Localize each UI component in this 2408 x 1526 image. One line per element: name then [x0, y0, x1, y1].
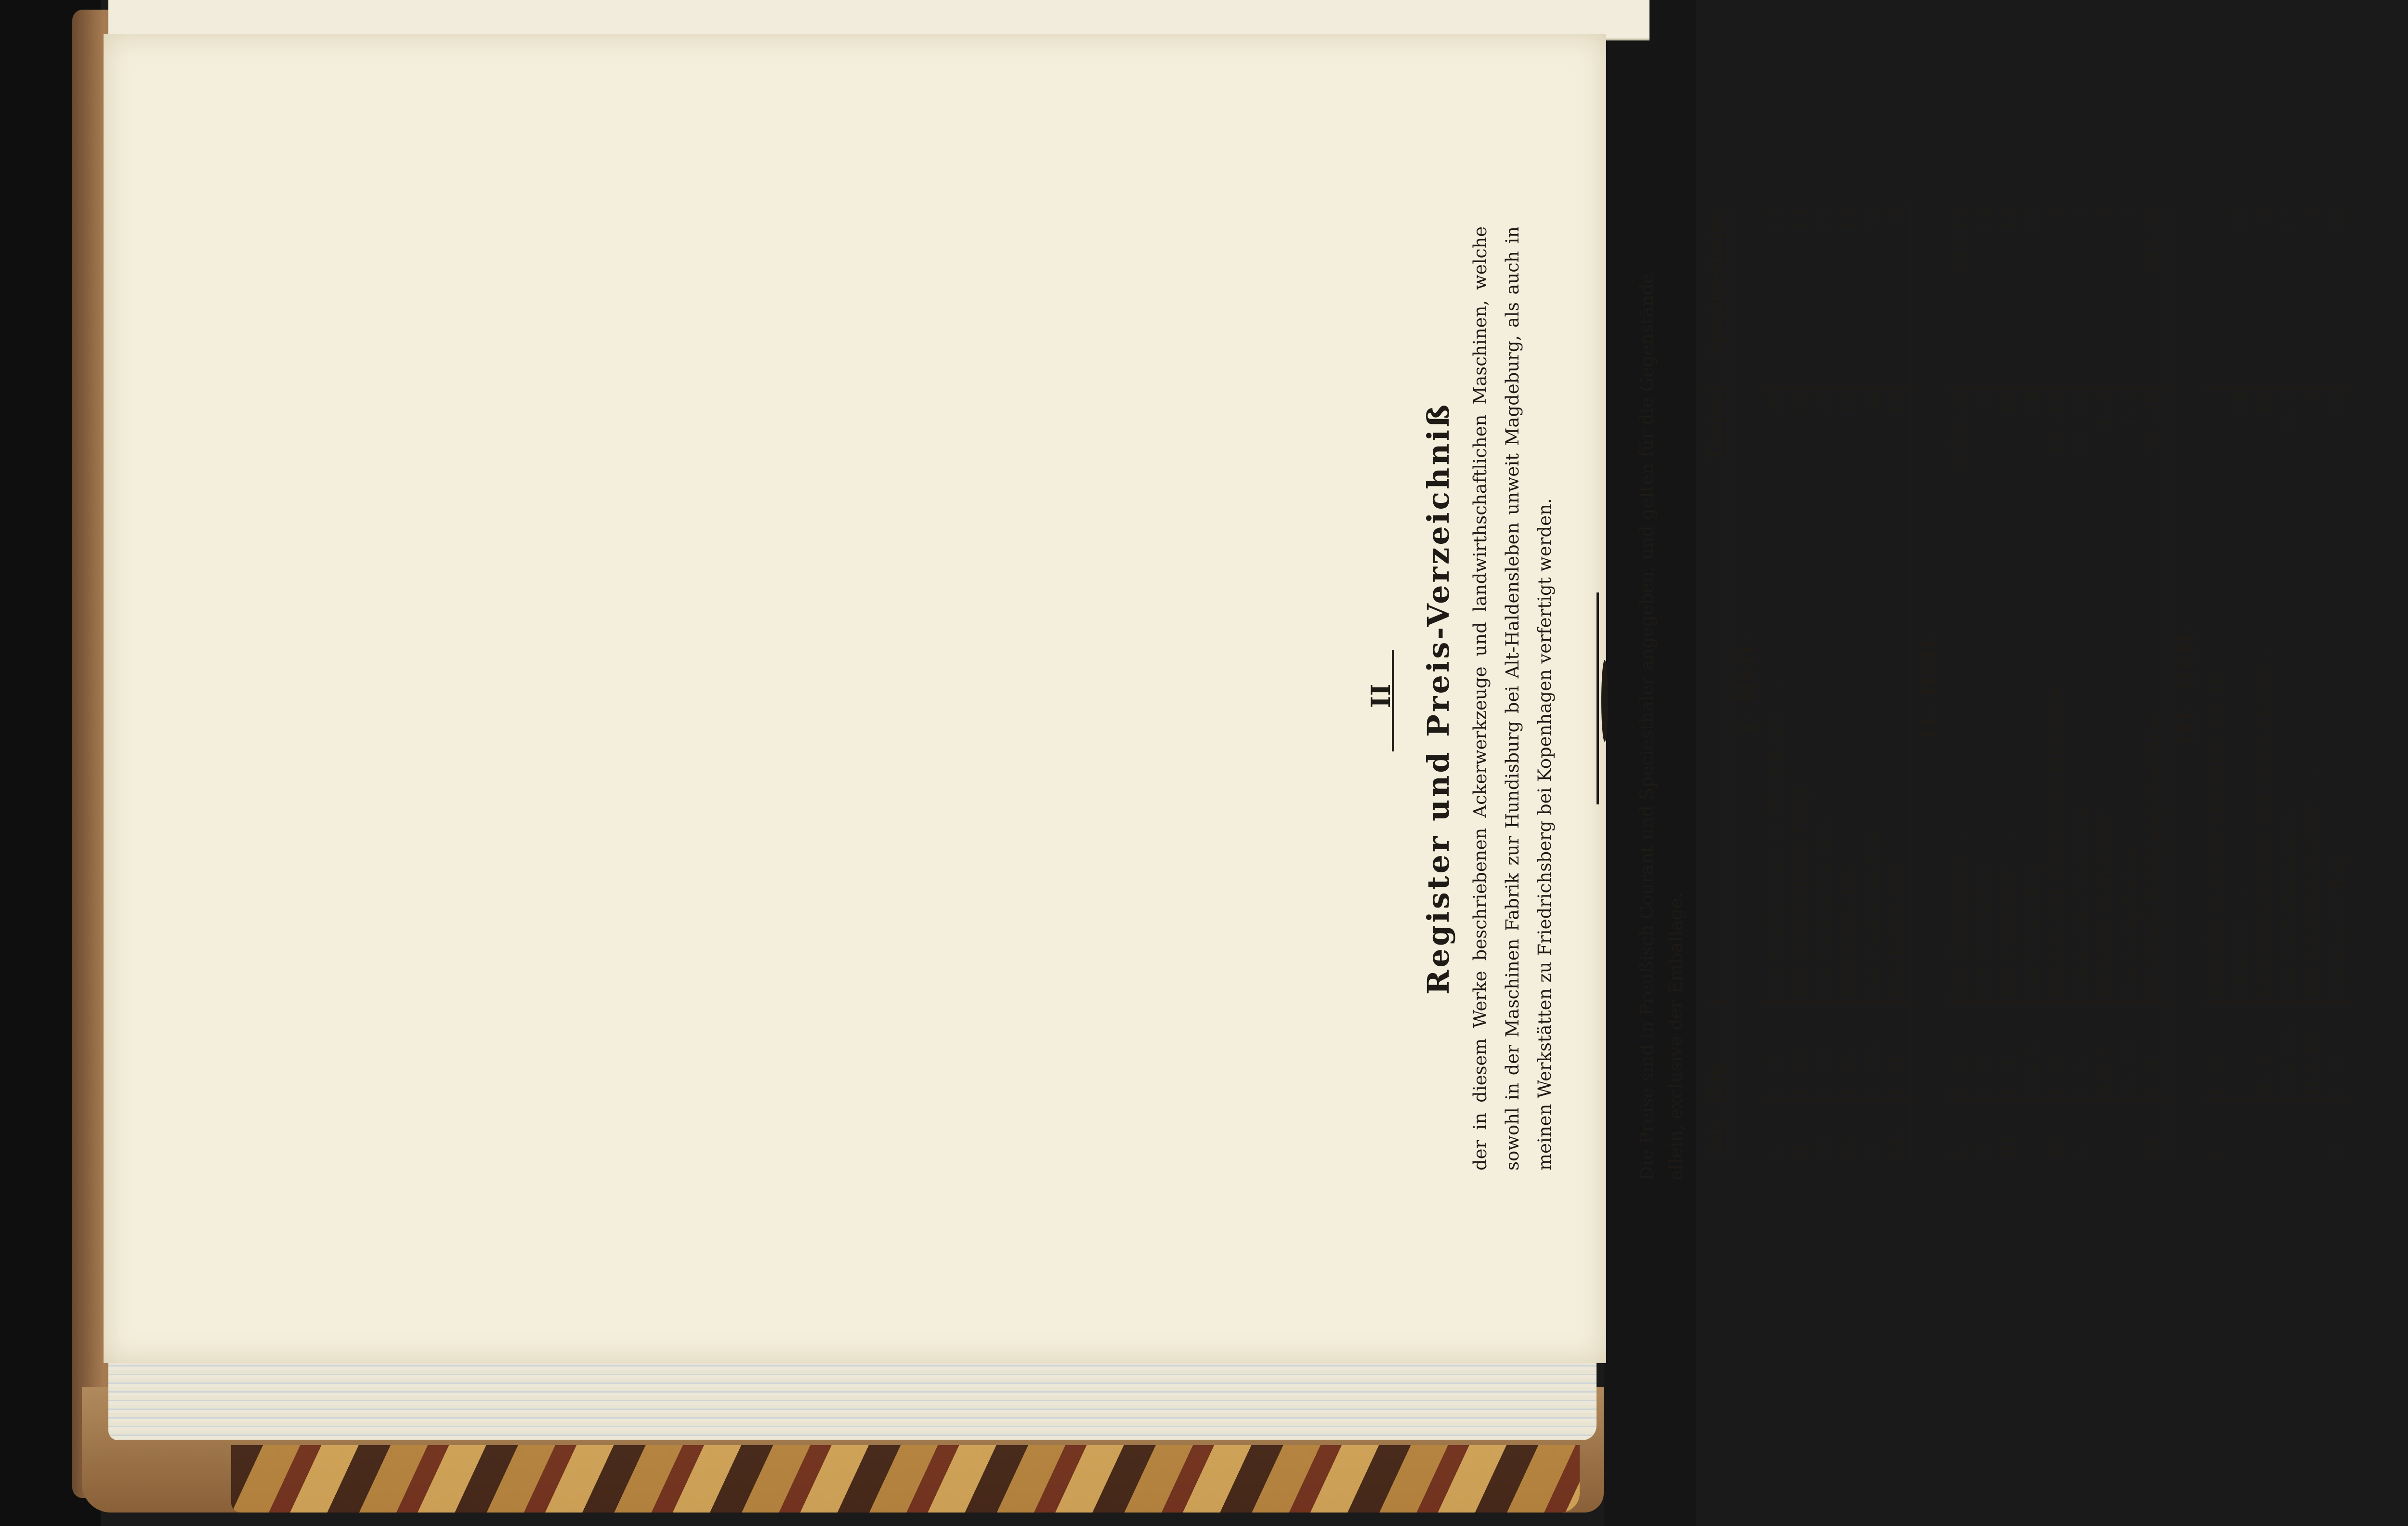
- cell-tab: [2251, 1099, 2276, 1161]
- cell-tab: III.: [1995, 1099, 2019, 1161]
- cell-name: Der Minirpflug . . . .: [2021, 817, 2042, 998]
- cell-tab: I.: [2202, 1099, 2227, 1161]
- cell-tab: II.: [1787, 1099, 1812, 1161]
- cell-thaler: 22: [1787, 387, 1812, 493]
- cell-tab: [2019, 1099, 2044, 1161]
- cell-species: 6: [2253, 208, 2274, 219]
- cell-tab: VI.: [1885, 1099, 1911, 1161]
- table-row: [2251, 205, 2276, 1161]
- cell-fig: 4 & 5.: [2019, 1001, 2044, 1099]
- header-species: Species-thaler.: [1702, 205, 1728, 387]
- header-name: [1702, 493, 1728, 1002]
- cell-tab: [2227, 1099, 2251, 1161]
- cell-tab: [2118, 1099, 2142, 1161]
- page-title: Register und Preis-Verzeichniß: [1421, 402, 1456, 995]
- cell-thaler: 16: [2019, 387, 2044, 493]
- cell-species: 14: [1972, 208, 1993, 231]
- section-heading-row: [1911, 205, 1946, 1161]
- section-title: II. Heft.: [1911, 205, 1946, 1161]
- price-register-table: [1702, 205, 2350, 1161]
- table-row: [2118, 205, 2142, 1161]
- cell-fig: I - 9.: [2044, 1001, 2068, 1099]
- section-title: I. Heft.: [1733, 632, 1758, 733]
- cell-species: 35: [2327, 208, 2348, 231]
- cell-species: 3: [2303, 208, 2323, 219]
- cell-fig: 6 - 8.: [2251, 1001, 2276, 1099]
- cell-name: Der Cooksche dito . . . .: [1863, 786, 1884, 998]
- cell-tab: II.: [1970, 1099, 1995, 1161]
- cell-thaler: 32 - 40: [2142, 387, 2168, 493]
- cell-fig: II & I2.: [2301, 1001, 2325, 1099]
- cell-tab: IV.: [2044, 1099, 2068, 1161]
- cell-fig: I - II.: [1763, 1001, 1787, 1099]
- cell-tab: V.: [1861, 1099, 1885, 1161]
- table-row: [2019, 205, 2044, 1161]
- cell-species: 2: [2095, 208, 2116, 219]
- cell-fig: I - II.: [1885, 1001, 1911, 1099]
- cell-thaler: 3 - 4: [2093, 387, 2118, 493]
- cell-species: 10 à 14: [1948, 208, 1968, 275]
- cell-fig: 6 & 7.: [2093, 1001, 2118, 1099]
- cell-thaler: 22: [1970, 387, 1995, 493]
- cell-species: 24: [1863, 208, 1884, 231]
- cell-fig: I - 3.: [2325, 1001, 2350, 1099]
- cell-species: 7: [2046, 208, 2067, 219]
- cell-name: Freeborns dito . . . .: [1887, 818, 1908, 998]
- page-content: [1365, 183, 2408, 1214]
- cell-tab: [2276, 1099, 2301, 1161]
- table-row: [1946, 205, 1970, 1161]
- separator-rule: [1597, 592, 1599, 804]
- table-row: [2276, 205, 2301, 1161]
- cell-name: Knowles's Pflug . . . .: [2327, 810, 2348, 998]
- cell-thaler: 14: [1885, 387, 1911, 493]
- cell-thaler: 11 - 12: [2044, 387, 2068, 493]
- cell-tab: IV.: [1836, 1099, 1861, 1161]
- cell-thaler: 11 - 12: [2068, 387, 2093, 493]
- cell-fig: 9 & 10.: [2276, 1001, 2301, 1099]
- cell-name: Messern . . . . .: [2229, 863, 2250, 998]
- table-row: [2301, 205, 2325, 1161]
- cell-species: 13: [1765, 208, 1785, 231]
- cell-tab: I.: [1763, 1099, 1787, 1161]
- cell-species: 20 à 25: [2144, 208, 2165, 275]
- marbled-endpaper: [231, 1445, 1580, 1513]
- header-tab: Tab.: [1702, 1099, 1728, 1161]
- cell-fig: I - II.: [1970, 1001, 1995, 1099]
- section-heading-row: [1728, 205, 1763, 1161]
- separator-ornament: [1601, 660, 1608, 742]
- cell-tab: V.: [2068, 1099, 2093, 1161]
- cell-name: Winstrups dito . . . .: [1838, 819, 1859, 998]
- cell-name: Der Baileysche dito . . . .: [1814, 776, 1834, 998]
- cell-name: Der Kartoffelwascher . . .: [2303, 770, 2323, 998]
- cell-tab: II.: [2325, 1099, 2350, 1161]
- cell-name: Der Cultivator . . . .: [1997, 822, 2017, 998]
- cell-fig: I - 3.: [1995, 1001, 2019, 1099]
- table-row: [2044, 205, 2068, 1161]
- cell-name: Der Kartoffelhacker . . .: [2278, 783, 2299, 998]
- table-row: [1885, 205, 1911, 1161]
- cell-name: Kartoffel Aufnehmer . . .: [2095, 778, 2116, 998]
- cell-thaler: 17: [1836, 387, 1861, 493]
- cell-tab: I.: [1946, 1099, 1970, 1161]
- cell-fig: [2227, 1001, 2251, 1099]
- table-row: [2142, 205, 2168, 1161]
- table-row: [1763, 205, 1787, 1161]
- cell-name: Der Häufpflug . . . .: [1972, 823, 1993, 998]
- cell-species: 12: [1997, 208, 2017, 231]
- table-row: [1836, 205, 1861, 1161]
- cell-species: 10: [2021, 208, 2042, 231]
- cell-thaler: I - 2: [2118, 387, 2142, 493]
- page-number-rule: [1392, 650, 1394, 751]
- cell-species: 10: [2229, 208, 2250, 231]
- cell-thaler: 23: [1812, 387, 1836, 493]
- cell-name: Der Kohlpflanzer . . . .: [2120, 799, 2140, 998]
- cell-thaler: 16 bis 22: [1946, 387, 1970, 493]
- cell-species: I: [2120, 208, 2140, 215]
- cell-tab: [2301, 1099, 2325, 1161]
- cell-name: Der Kraftmesser zu Pferdekraft . . .: [1765, 678, 1785, 998]
- cell-species: 7: [2070, 208, 2091, 219]
- cell-thaler: 16: [2227, 387, 2251, 493]
- intro-paragraph: der in diesem Werke beschriebenen Ackerwerkzeuge und landwirthschaftlichen Maschinen, welche sowohl in der Maschinen Fabrik zur Hundisburg bei Alt-Haldensleben unweit Magdeburg, als auch in meinen Werkstätten zu Friedrichsberg bei Kopenhagen verfertigt werden.: [1470, 226, 1555, 1171]
- cell-thaler: 36: [1861, 387, 1885, 493]
- table-row: [2068, 205, 2093, 1161]
- cell-species: 11: [1838, 208, 1859, 231]
- cell-name: Rüben Säe-Maschine . . .: [2070, 773, 2091, 998]
- table-row: [2227, 205, 2251, 1161]
- cell-fig: I - 5.: [2202, 1001, 2227, 1099]
- cell-fig: I - I5.: [1836, 1001, 1861, 1099]
- cell-thaler: 53: [2325, 387, 2350, 493]
- table-row: [1995, 205, 2019, 1161]
- page-number: II: [1365, 684, 1396, 708]
- cell-species: 15: [1814, 208, 1834, 231]
- cell-name: Kartoffel Schneide-Maschine mit 10: [2204, 672, 2225, 998]
- cell-thaler: [2202, 387, 2227, 493]
- cell-tab: III.: [1812, 1099, 1836, 1161]
- table-row: [2325, 205, 2350, 1161]
- cell-fig: I - 9.: [1946, 1001, 1970, 1099]
- header-thaler: Thaler.: [1702, 387, 1728, 493]
- cell-fig: I - I3.: [1787, 1001, 1812, 1099]
- cell-thaler: 19: [1995, 387, 2019, 493]
- cell-name: Winstrups Reinigungsmaschine: [2144, 712, 2165, 998]
- table-row: [1812, 205, 1836, 1161]
- cell-fig: I - 4.: [2142, 1001, 2168, 1099]
- cell-thaler: 20: [1763, 387, 1787, 493]
- header-fig: Fig.: [1702, 1001, 1728, 1099]
- cell-species: 2½: [2278, 208, 2299, 237]
- cell-thaler: 4 - 5: [2276, 387, 2301, 493]
- section-title: III. Heft.: [2168, 205, 2202, 1161]
- cell-tab: [2093, 1099, 2118, 1161]
- cell-name: Kartoffelschneider mit einem Messer .: [2253, 650, 2274, 998]
- section-heading-row: [2168, 205, 2202, 1161]
- cell-fig: 8 - 10.: [2118, 1001, 2142, 1099]
- cell-name: Der Schmaalsche Pflug . . . .: [1789, 742, 1810, 998]
- table-row: [2202, 205, 2227, 1161]
- cell-species: 14: [1789, 208, 1810, 231]
- table-row: [2093, 205, 2118, 1161]
- cell-thaler: 5: [2301, 387, 2325, 493]
- cell-fig: I - 5.: [2068, 1001, 2093, 1099]
- cell-name: Bohnen und Erbsen-Säe-Maschine: [2046, 686, 2067, 998]
- price-note: Die Preise sind in Preußisch Courant und Speciesthaler angegeben, und gelten für die Gegenstände allein, exclusive der Emballage.: [1636, 273, 1686, 1180]
- table-row: [1787, 205, 1812, 1161]
- cell-fig: I - 20.: [1861, 1001, 1885, 1099]
- cell-species: [2202, 205, 2227, 387]
- cell-fig: I - I2.: [1812, 1001, 1836, 1099]
- table-header-row: [1702, 205, 1728, 1161]
- cell-tab: VI.: [2142, 1099, 2168, 1161]
- cell-species: 9: [1887, 208, 1908, 219]
- table-row: [1970, 205, 1995, 1161]
- cell-name: Der Exstirpator . . . .: [1948, 811, 1968, 998]
- cell-thaler: 10: [2251, 387, 2276, 493]
- table-row: [1861, 205, 1885, 1161]
